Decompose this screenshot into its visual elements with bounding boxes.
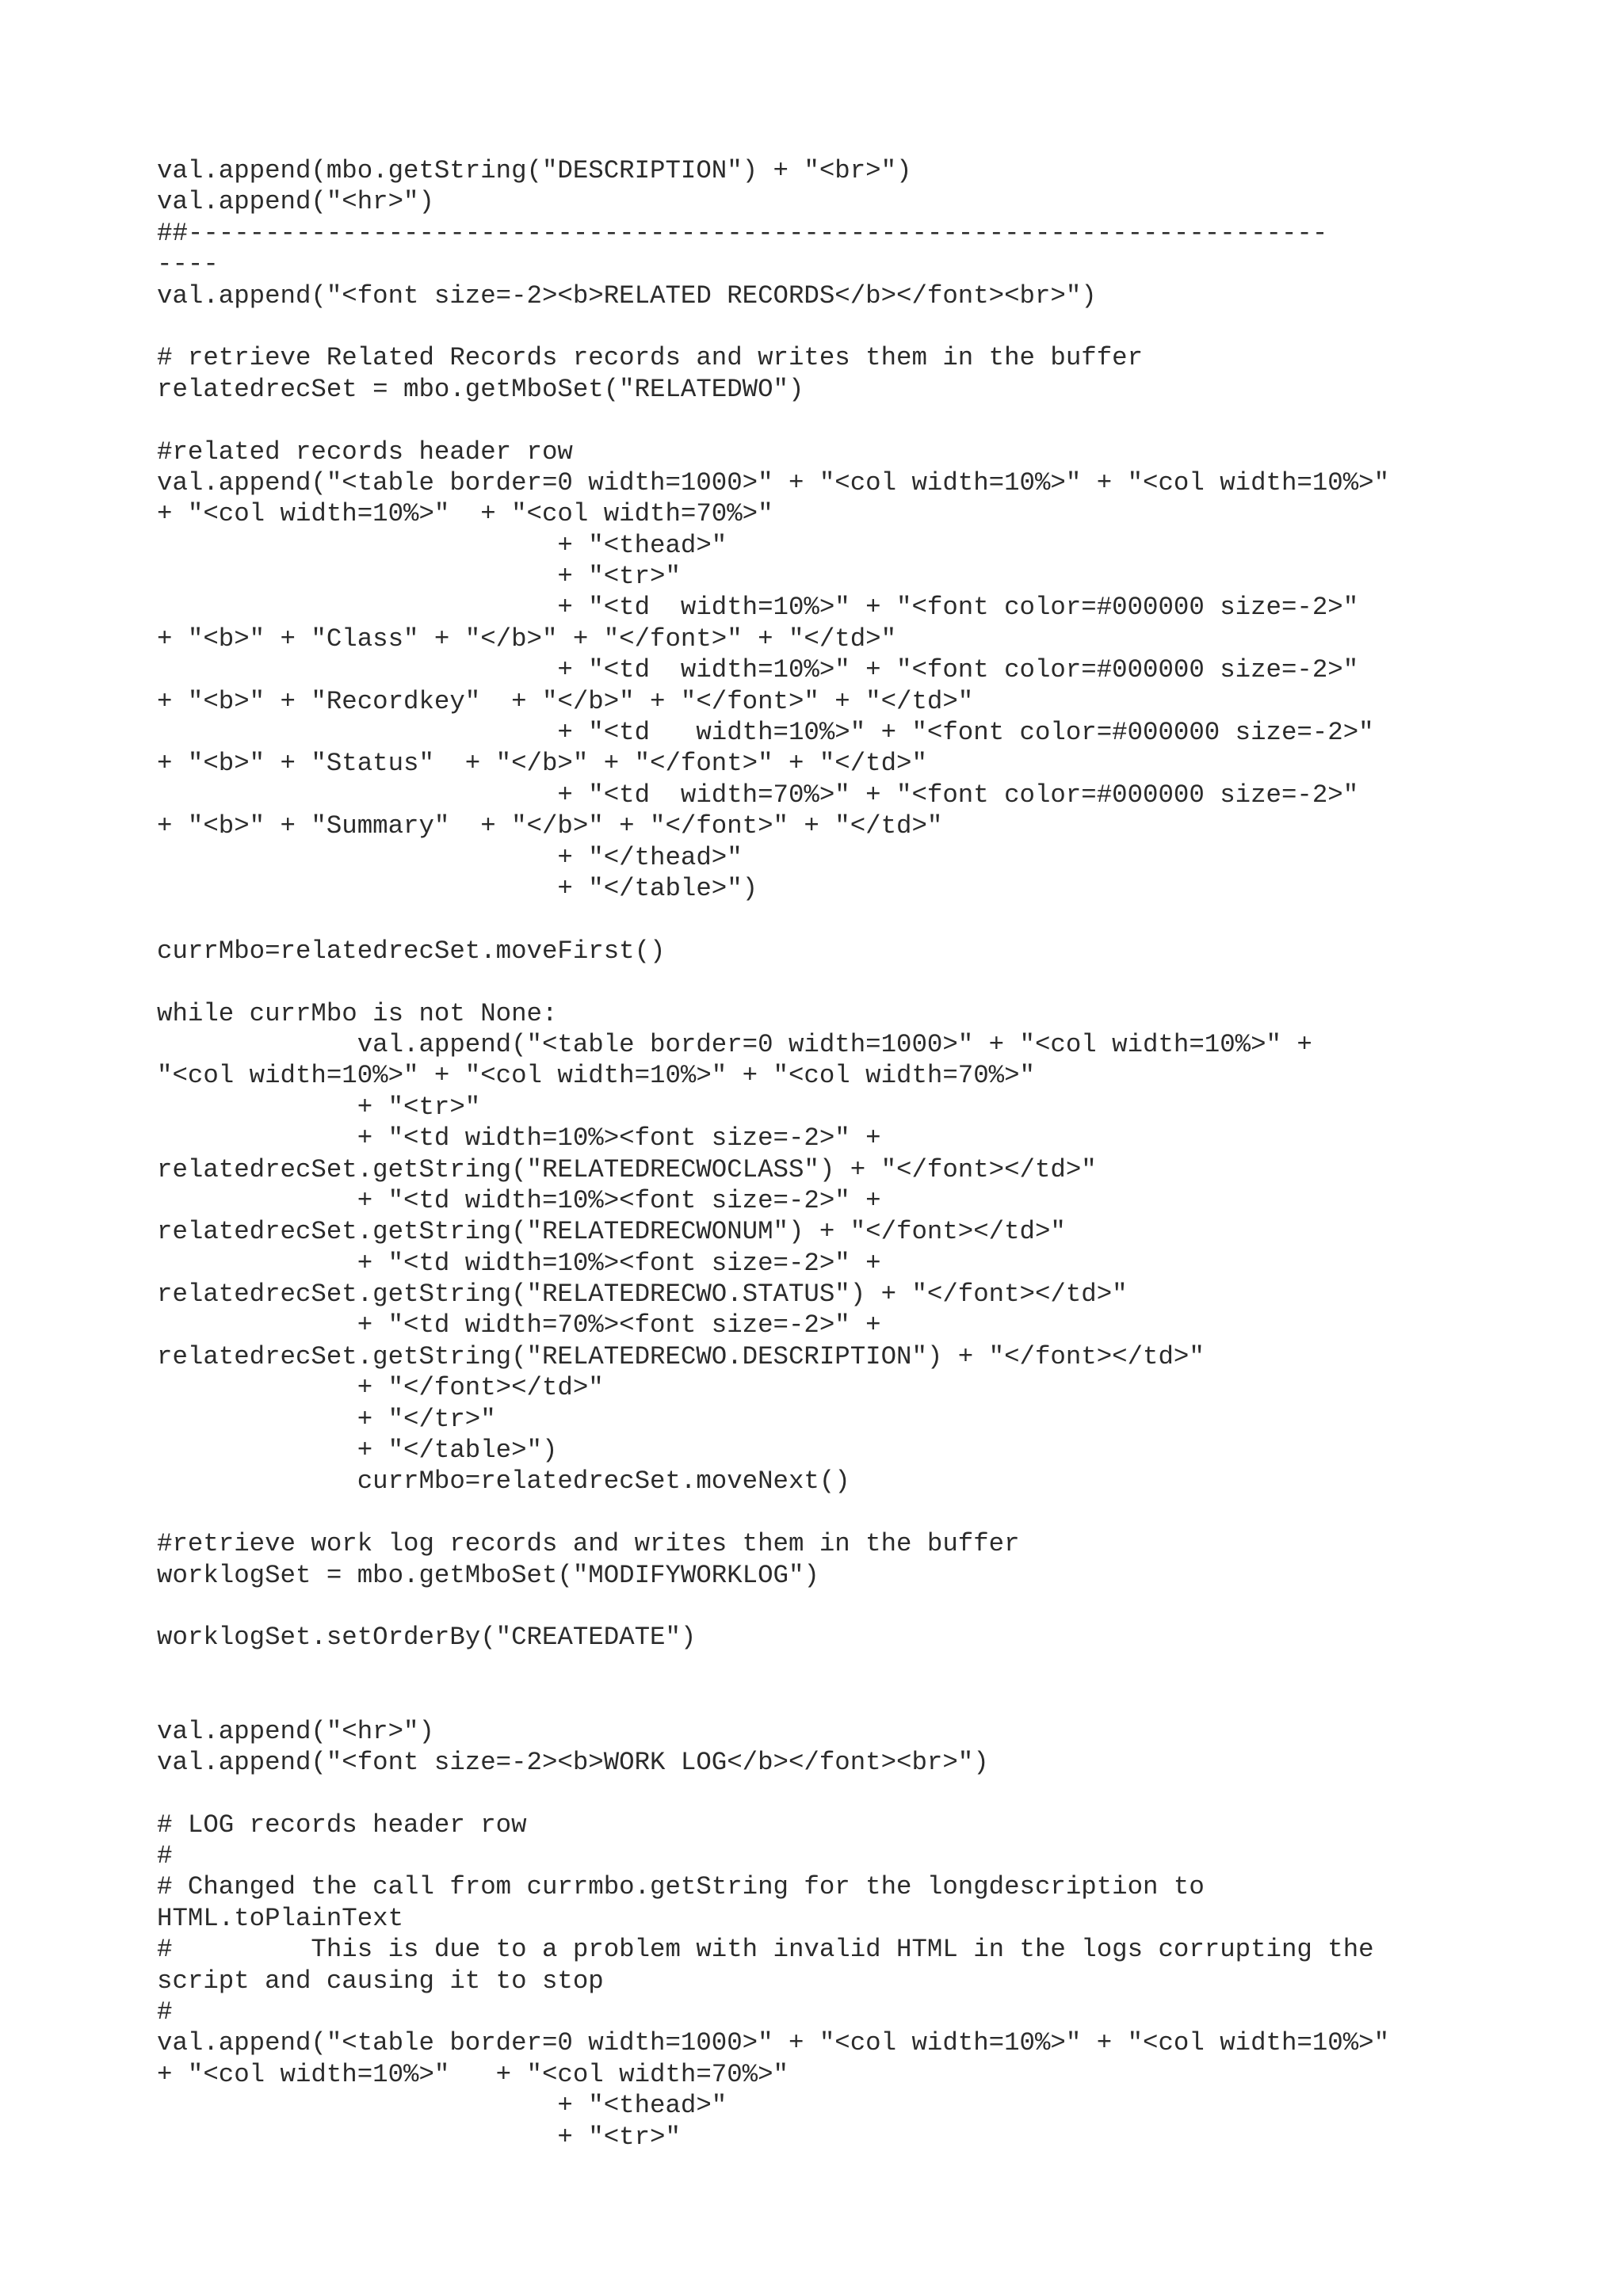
code-line: currMbo=relatedrecSet.moveFirst() xyxy=(157,936,666,966)
code-line xyxy=(157,405,1583,436)
code-line: #retrieve work log records and writes them in the buffer xyxy=(157,1529,1020,1559)
code-line: relatedrecSet.getString("RELATEDRECWO.STATUS") + "</font></td>" xyxy=(157,1280,1128,1310)
code-line xyxy=(157,1497,1583,1528)
code-line xyxy=(157,1778,1583,1809)
code-line xyxy=(157,311,1583,342)
code-line: + "</tr>" xyxy=(157,1404,496,1434)
code-line: val.append("<font size=-2><b>WORK LOG</b></font><br>") xyxy=(157,1747,989,1777)
code-line xyxy=(157,904,1583,935)
code-line: + "<td width=10%>" + "<font color=#000000 size=-2>" xyxy=(157,718,1374,748)
code-line: # xyxy=(157,1841,173,1871)
code-line: relatedrecSet.getString("RELATEDRECWOCLASS") + "</font></td>" xyxy=(157,1154,1097,1184)
code-line: val.append("<hr>") xyxy=(157,187,434,217)
code-line: + "</table>") xyxy=(157,1436,558,1466)
code-line: val.append("<hr>") xyxy=(157,1716,434,1746)
code-line: relatedrecSet = mbo.getMboSet("RELATEDWO") xyxy=(157,374,804,404)
code-listing xyxy=(157,155,1583,2153)
code-line xyxy=(157,1684,1583,1715)
code-line: + "<b>" + "Summary" + "</b>" + "</font>" + "</td>" xyxy=(157,811,943,841)
code-line: + "<td width=10%>" + "<font color=#000000 size=-2>" xyxy=(157,593,1359,623)
code-line: # LOG records header row xyxy=(157,1810,527,1840)
code-line: val.append(mbo.getString("DESCRIPTION") + "<br>") xyxy=(157,156,912,185)
code-line: script and causing it to stop xyxy=(157,1966,604,1996)
code-line: + "<b>" + "Status" + "</b>" + "</font>" + "</td>" xyxy=(157,749,927,779)
code-line: + "<tr>" xyxy=(157,2122,681,2152)
code-line: + "<thead>" xyxy=(157,2091,727,2121)
code-line: + "<td width=10%><font size=-2>" + xyxy=(157,1123,881,1154)
code-line: + "<td width=70%><font size=-2>" + xyxy=(157,1310,881,1341)
code-line: # xyxy=(157,1997,173,2027)
code-line xyxy=(157,1591,1583,1622)
code-line xyxy=(157,1653,1583,1684)
code-line: + "</font></td>" xyxy=(157,1373,604,1403)
code-line: + "<thead>" xyxy=(157,530,727,560)
code-line xyxy=(157,967,1583,997)
code-line: worklogSet = mbo.getMboSet("MODIFYWORKLOG") xyxy=(157,1560,819,1590)
code-line: + "<tr>" xyxy=(157,1092,481,1122)
code-line: relatedrecSet.getString("RELATEDRECWO.DESCRIPTION") + "</font></td>" xyxy=(157,1341,1205,1371)
code-line: ---- xyxy=(157,250,219,280)
code-line: + "<col width=10%>" + "<col width=70%>" xyxy=(157,499,773,529)
code-line: #related records header row xyxy=(157,437,573,467)
code-line: + "<td width=10%><font size=-2>" + xyxy=(157,1248,881,1278)
code-line: ##-------------------------------------------------------------------------- xyxy=(157,218,1328,248)
code-line: + "<td width=10%>" + "<font color=#000000 size=-2>" xyxy=(157,655,1359,685)
code-line: val.append("<table border=0 width=1000>" + "<col width=10%>" + "<col width=10%>" xyxy=(157,467,1390,498)
code-line: + "<tr>" xyxy=(157,562,681,592)
code-line: val.append("<font size=-2><b>RELATED RECORDS</b></font><br>") xyxy=(157,280,1097,311)
code-line: # This is due to a problem with invalid HTML in the logs corrupting the xyxy=(157,1935,1374,1965)
code-line: # retrieve Related Records records and writes them in the buffer xyxy=(157,343,1144,373)
code-line: currMbo=relatedrecSet.moveNext() xyxy=(157,1466,850,1497)
code-line: relatedrecSet.getString("RELATEDRECWONUM") + "</font></td>" xyxy=(157,1217,1066,1247)
code-line: val.append("<table border=0 width=1000>" + "<col width=10%>" + "<col width=10%>" xyxy=(157,2028,1390,2058)
code-line: HTML.toPlainText xyxy=(157,1903,404,1933)
code-line: # Changed the call from currmbo.getString for the longdescription to xyxy=(157,1872,1205,1902)
code-line: + "<td width=70%>" + "<font color=#000000 size=-2>" xyxy=(157,780,1359,810)
code-line: val.append("<table border=0 width=1000>" + "<col width=10%>" + xyxy=(157,1029,1312,1059)
code-line: + "<b>" + "Recordkey" + "</b>" + "</font>" + "</td>" xyxy=(157,686,974,716)
code-line: + "<b>" + "Class" + "</b>" + "</font>" + "</td>" xyxy=(157,624,897,654)
code-line: + "</table>") xyxy=(157,873,758,903)
code-line: worklogSet.setOrderBy("CREATEDATE") xyxy=(157,1623,697,1653)
code-line: + "<col width=10%>" + "<col width=70%>" xyxy=(157,2059,789,2089)
code-line: + "<td width=10%><font size=-2>" + xyxy=(157,1185,881,1215)
code-line: "<col width=10%>" + "<col width=10%>" + "<col width=70%>" xyxy=(157,1061,1035,1091)
code-line: while currMbo is not None: xyxy=(157,998,558,1028)
code-line: + "</thead>" xyxy=(157,842,743,872)
